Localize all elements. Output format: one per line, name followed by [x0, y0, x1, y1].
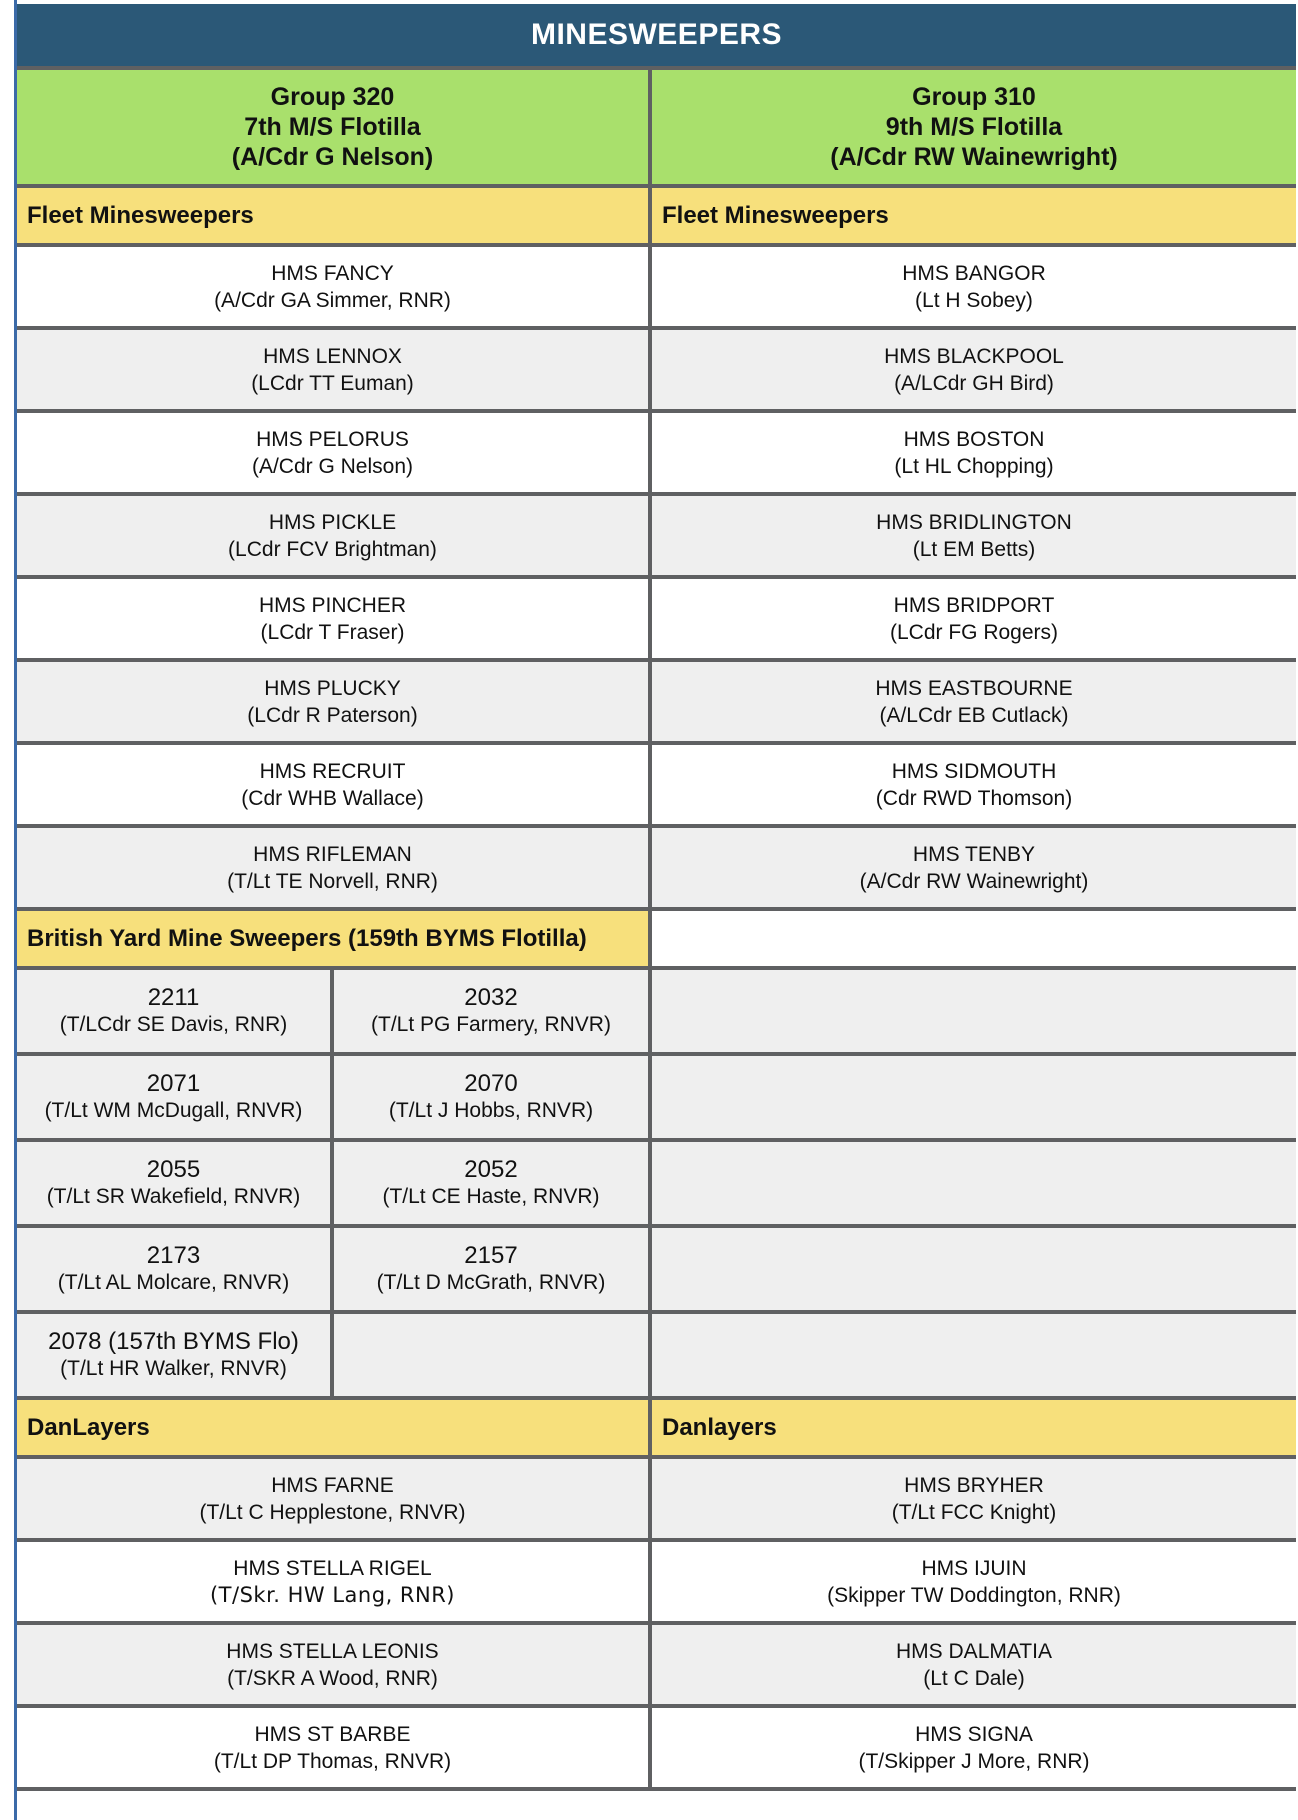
- byms-cell-empty: [334, 1314, 648, 1396]
- table-row: [652, 1708, 1296, 1787]
- byms-cell: [17, 1314, 330, 1396]
- flotilla-name: 7th M/S Flotilla: [244, 113, 421, 141]
- ship-name: HMS FARNE: [271, 1473, 394, 1497]
- table-row: [652, 1542, 1296, 1621]
- empty-cell: [652, 1314, 1296, 1396]
- table-row: [17, 745, 648, 824]
- table-row: [17, 247, 648, 326]
- commander: (A/LCdr EB Cutlack): [879, 703, 1069, 727]
- right-column: [652, 70, 1296, 1791]
- table-row: [17, 1056, 648, 1138]
- table-title: MINESWEEPERS: [17, 4, 1296, 70]
- table-row: [17, 1542, 648, 1621]
- empty-cell: [652, 911, 1296, 966]
- ship-name: HMS BLACKPOOL: [884, 344, 1064, 368]
- commander: (T/Skr. HW Lang, RNR): [209, 1582, 456, 1607]
- left-fleet-heading: Fleet Minesweepers: [17, 188, 648, 243]
- table-row: [652, 247, 1296, 326]
- byms-cell: [334, 1142, 648, 1224]
- commander: (T/Lt DP Thomas, RNVR): [213, 1749, 452, 1773]
- commander: (LCdr FG Rogers): [889, 620, 1059, 644]
- ship-name: HMS RECRUIT: [259, 759, 406, 783]
- commander: (LCdr R Paterson): [247, 703, 418, 727]
- byms-number: 2070: [464, 1070, 518, 1097]
- divider: [652, 1787, 1296, 1791]
- commander: (LCdr FCV Brightman): [228, 537, 437, 561]
- ship-name: HMS PLUCKY: [264, 676, 401, 700]
- byms-heading: British Yard Mine Sweepers (159th BYMS Flotilla): [17, 911, 648, 966]
- table-row: [17, 662, 648, 741]
- ship-name: HMS SIGNA: [915, 1722, 1033, 1746]
- commander: (T/SKR A Wood, RNR): [227, 1666, 438, 1690]
- commander: (Lt C Dale): [923, 1666, 1025, 1690]
- group-number: Group 320: [270, 83, 395, 111]
- table-row: [652, 828, 1296, 907]
- table-row: [17, 970, 648, 1052]
- byms-number: 2052: [464, 1156, 518, 1183]
- table-row: [17, 1625, 648, 1704]
- table-row: [652, 496, 1296, 575]
- table-row: [17, 1459, 648, 1538]
- commander: (Lt H Sobey): [915, 288, 1033, 312]
- ship-name: HMS PINCHER: [258, 593, 406, 617]
- commander: (T/Lt PG Farmery, RNVR): [371, 1013, 611, 1036]
- left-column: [17, 70, 648, 1791]
- ship-name: HMS PELORUS: [256, 427, 409, 451]
- right-danlayers-heading: Danlayers: [652, 1400, 1296, 1455]
- minesweepers-table: [17, 4, 1296, 1791]
- ship-name: HMS TENBY: [912, 842, 1036, 866]
- byms-number: 2173: [146, 1242, 201, 1269]
- left-group-header: [17, 70, 648, 184]
- ship-name: HMS EASTBOURNE: [875, 676, 1073, 700]
- ship-name: HMS STELLA RIGEL: [233, 1556, 432, 1580]
- right-fleet-heading: Fleet Minesweepers: [652, 188, 1296, 243]
- table-grid: [17, 70, 1296, 1791]
- ship-name: HMS BANGOR: [902, 261, 1046, 285]
- commander: (Skipper TW Doddington, RNR): [827, 1583, 1121, 1607]
- ship-name: HMS BRIDLINGTON: [876, 510, 1072, 534]
- ship-name: HMS BRIDPORT: [893, 593, 1055, 617]
- commander: (Cdr WHB Wallace): [241, 786, 424, 810]
- byms-cell: [334, 1056, 648, 1138]
- commander: (A/LCdr GH Bird): [894, 371, 1054, 395]
- table-row: [652, 1459, 1296, 1538]
- commander: (Cdr RWD Thomson): [875, 786, 1073, 810]
- commander: (LCdr TT Euman): [251, 371, 414, 395]
- table-row: [17, 1228, 648, 1310]
- commander: (A/Cdr GA Simmer, RNR): [214, 288, 451, 312]
- commander: (T/Lt HR Walker, RNVR): [60, 1357, 287, 1380]
- commander: (T/Lt FCC Knight): [891, 1500, 1057, 1524]
- byms-number: 2055: [146, 1156, 201, 1183]
- byms-cell: [17, 1142, 330, 1224]
- flotilla-name: 9th M/S Flotilla: [885, 113, 1063, 141]
- commander: (T/Lt TE Norvell, RNR): [227, 869, 438, 893]
- ship-name: HMS LENNOX: [263, 344, 402, 368]
- table-row: [17, 496, 648, 575]
- commander: (LCdr T Fraser): [260, 620, 405, 644]
- empty-cell: [652, 1228, 1296, 1310]
- right-group-header: [652, 70, 1296, 184]
- byms-number: 2078 (157th BYMS Flo): [48, 1328, 299, 1355]
- empty-cell: [652, 1142, 1296, 1224]
- table-row: [17, 1708, 648, 1787]
- commander: (T/Lt WM McDugall, RNVR): [44, 1099, 303, 1122]
- byms-number: 2032: [464, 984, 518, 1011]
- byms-number: 2211: [147, 984, 200, 1011]
- flotilla-commander: (A/Cdr RW Wainewright): [830, 143, 1118, 171]
- commander: (T/Skipper J More, RNR): [858, 1749, 1090, 1773]
- byms-cell: [17, 1228, 330, 1310]
- empty-cell: [652, 1056, 1296, 1138]
- flotilla-commander: (A/Cdr G Nelson): [231, 143, 434, 171]
- table-row: [652, 745, 1296, 824]
- commander: (T/LCdr SE Davis, RNR): [59, 1013, 288, 1036]
- table-row: [17, 579, 648, 658]
- table-row: [17, 413, 648, 492]
- commander: (A/Cdr RW Wainewright): [859, 869, 1089, 893]
- commander: (T/Lt SR Wakefield, RNVR): [46, 1185, 301, 1208]
- table-row: [652, 579, 1296, 658]
- commander: (A/Cdr G Nelson): [251, 454, 414, 478]
- byms-cell: [17, 970, 330, 1052]
- ship-name: HMS IJUIN: [921, 1556, 1027, 1580]
- commander: (T/Lt D McGrath, RNVR): [376, 1271, 606, 1294]
- byms-cell: [334, 1228, 648, 1310]
- commander: (T/Lt CE Haste, RNVR): [382, 1185, 600, 1208]
- ship-name: HMS DALMATIA: [896, 1639, 1052, 1663]
- group-number: Group 310: [912, 83, 1036, 111]
- commander: (T/Lt C Hepplestone, RNVR): [199, 1500, 466, 1524]
- table-row: [652, 413, 1296, 492]
- commander: (T/Lt AL Molcare, RNVR): [57, 1271, 290, 1294]
- byms-number: 2071: [146, 1070, 201, 1097]
- commander: (Lt HL Chopping): [894, 454, 1054, 478]
- divider: [17, 1787, 648, 1791]
- ship-name: HMS STELLA LEONIS: [226, 1639, 439, 1663]
- table-row: [17, 330, 648, 409]
- ship-name: HMS FANCY: [271, 261, 394, 285]
- empty-cell: [652, 970, 1296, 1052]
- table-row: [652, 330, 1296, 409]
- commander: (T/Lt J Hobbs, RNVR): [388, 1099, 594, 1122]
- table-row: [652, 1625, 1296, 1704]
- table-row: [17, 1314, 648, 1396]
- ship-name: HMS ST BARBE: [254, 1722, 411, 1746]
- byms-cell: [334, 970, 648, 1052]
- table-row: [17, 828, 648, 907]
- ship-name: HMS BRYHER: [904, 1473, 1044, 1497]
- table-row: [652, 662, 1296, 741]
- ship-name: HMS RIFLEMAN: [253, 842, 412, 866]
- ship-name: HMS PICKLE: [268, 510, 397, 534]
- table-row: [17, 1142, 648, 1224]
- commander: (Lt EM Betts): [912, 537, 1036, 561]
- byms-number: 2157: [464, 1242, 518, 1269]
- ship-name: HMS BOSTON: [903, 427, 1045, 451]
- left-danlayers-heading: DanLayers: [17, 1400, 648, 1455]
- byms-cell: [17, 1056, 330, 1138]
- ship-name: HMS SIDMOUTH: [891, 759, 1057, 783]
